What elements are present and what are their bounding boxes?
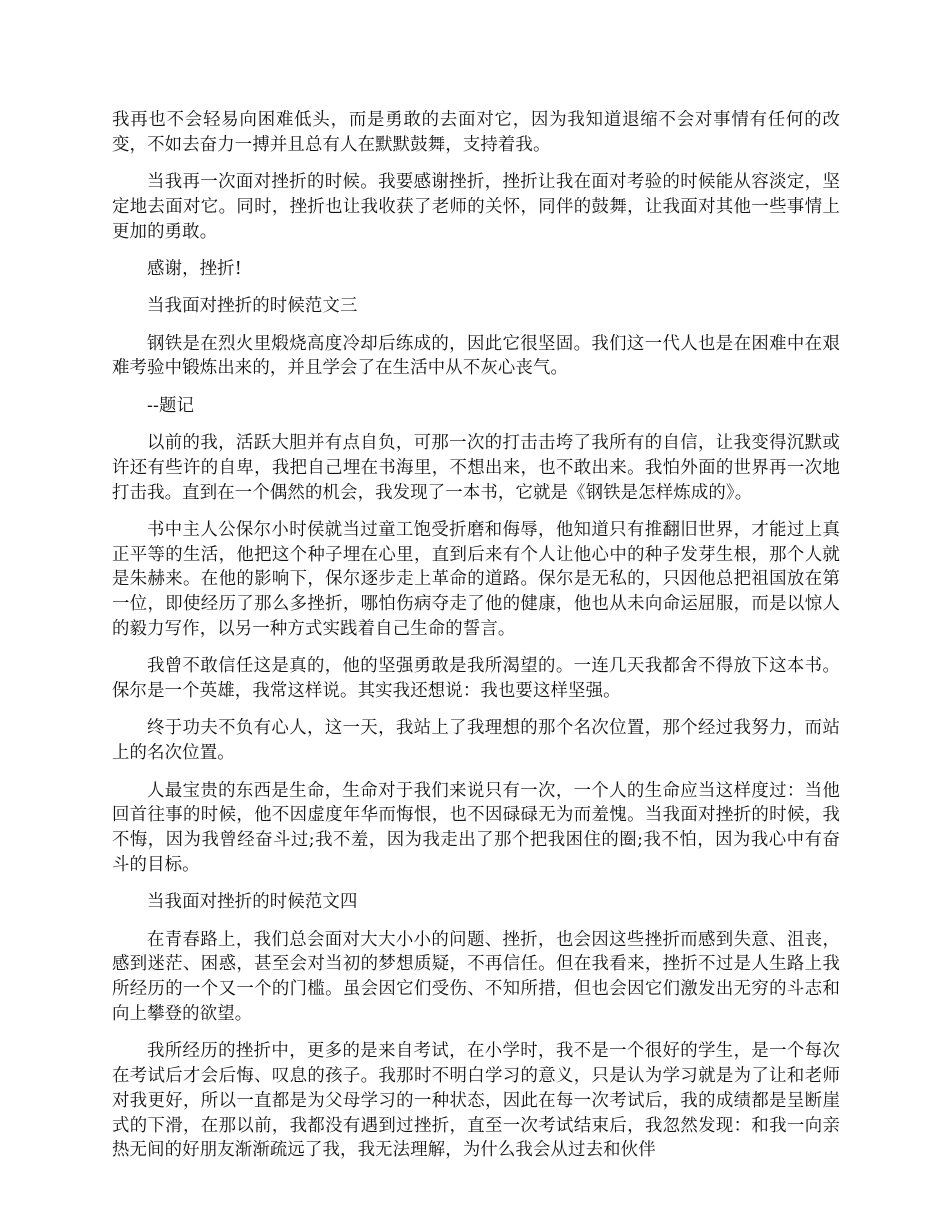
paragraph-short: 感谢，挫折!	[147, 258, 242, 279]
paragraph: 我曾不敢信任这是真的，他的坚强勇敢是我所渴望的。一连几天我都舍不得放下这本书。保尔是一个英雄，我常这样说。其实我还想说：我也要这样坚强。	[112, 656, 840, 702]
paragraph: 书中主人公保尔小时侯就当过童工饱受折磨和侮辱，他知道只有推翻旧世界，才能过上真正平等的生活，他把这个种子埋在心里，直到后来有个人让他心中的种子发芽生根，那个人就是朱赫来。在他的影响下，保尔逐步走上革命的道路。保尔是无私的，只因他总把祖国放在第一位，即使经历了那么多挫折，哪怕伤病夺走了他的健康，他也从未向命运屈服，而是以惊人的毅力写作，以另一种方式实践着自己生命的誓言。	[112, 519, 840, 640]
paragraph: 当我再一次面对挫折的时候。我要感谢挫折，挫折让我在面对考验的时候能从容淡定，坚定地去面对它。同时，挫折也让我收获了老师的关怀，同伴的鼓舞，让我面对其他一些事情上更加的勇敢。	[112, 172, 840, 242]
paragraph: 终于功夫不负有心人，这一天，我站上了我理想的那个名次位置，那个经过我努力，而站上的名次位置。	[112, 718, 840, 764]
paragraph: 以前的我，活跃大胆并有点自负，可那一次的打击击垮了我所有的自信，让我变得沉默或许还有些许的自卑，我把自己埋在书海里，不想出来，也不敢出来。我怕外面的世界再一次地打击我。直到在一个偶然的机会，我发现了一本书，它就是《钢铁是怎样炼成的》。	[112, 432, 840, 503]
paragraph: 人最宝贵的东西是生命，生命对于我们来说只有一次，一个人的生命应当这样度过：当他回首往事的时候，他不因虚度年华而悔恨，也不因碌碌无为而羞愧。当我面对挫折的时候，我不悔，因为我曾经奋斗过;我不羞，因为我走出了那个把我困住的圈;我不怕，因为我心中有奋斗的目标。	[112, 780, 840, 875]
epigraph-attribution: --题记	[147, 395, 195, 416]
document-body	[112, 108, 840, 1176]
paragraph-truncated: 我所经历的挫折中，更多的是来自考试，在小学时，我不是一个很好的学生，是一个每次在考试后才会后悔、叹息的孩子。我那时不明白学习的意义，只是认为学习就是为了让和老师对我更好，所以一直都是为父母学习的一种状态，因此在每一次考试后，我的成绩都是呈断崖式的下滑，在那以前，我都没有遇到过挫折，直至一次考试结束后，我忽然发现：和我一向亲热无间的好朋友渐渐疏远了我，我无法理解，为什么我会从过去和伙伴	[112, 1041, 840, 1161]
section-heading-essay-three: 当我面对挫折的时候范文三	[147, 296, 358, 317]
section-heading-essay-four: 当我面对挫折的时候范文四	[147, 892, 358, 913]
paragraph-continued: 我再也不会轻易向困难低头，而是勇敢的去面对它，因为我知道退缩不会对事情有任何的改变，不如去奋力一搏并且总有人在默默鼓舞，支持着我。	[112, 110, 840, 155]
paragraph: 在青春路上，我们总会面对大大小小的问题、挫折，也会因这些挫折而感到失意、沮丧，感到迷茫、困惑，甚至会对当初的梦想质疑，不再信任。但在我看来，挫折不过是人生路上我所经历的一个又一个的门槛。虽会因它们受伤、不知所措，但也会因它们激发出无穷的斗志和向上攀登的欲望。	[112, 929, 840, 1024]
epigraph-text: 钢铁是在烈火里煅烧高度冷却后练成的，因此它很坚固。我们这一代人也是在困难中在艰难考验中锻炼出来的，并且学会了在生活中从不灰心丧气。	[112, 333, 840, 379]
